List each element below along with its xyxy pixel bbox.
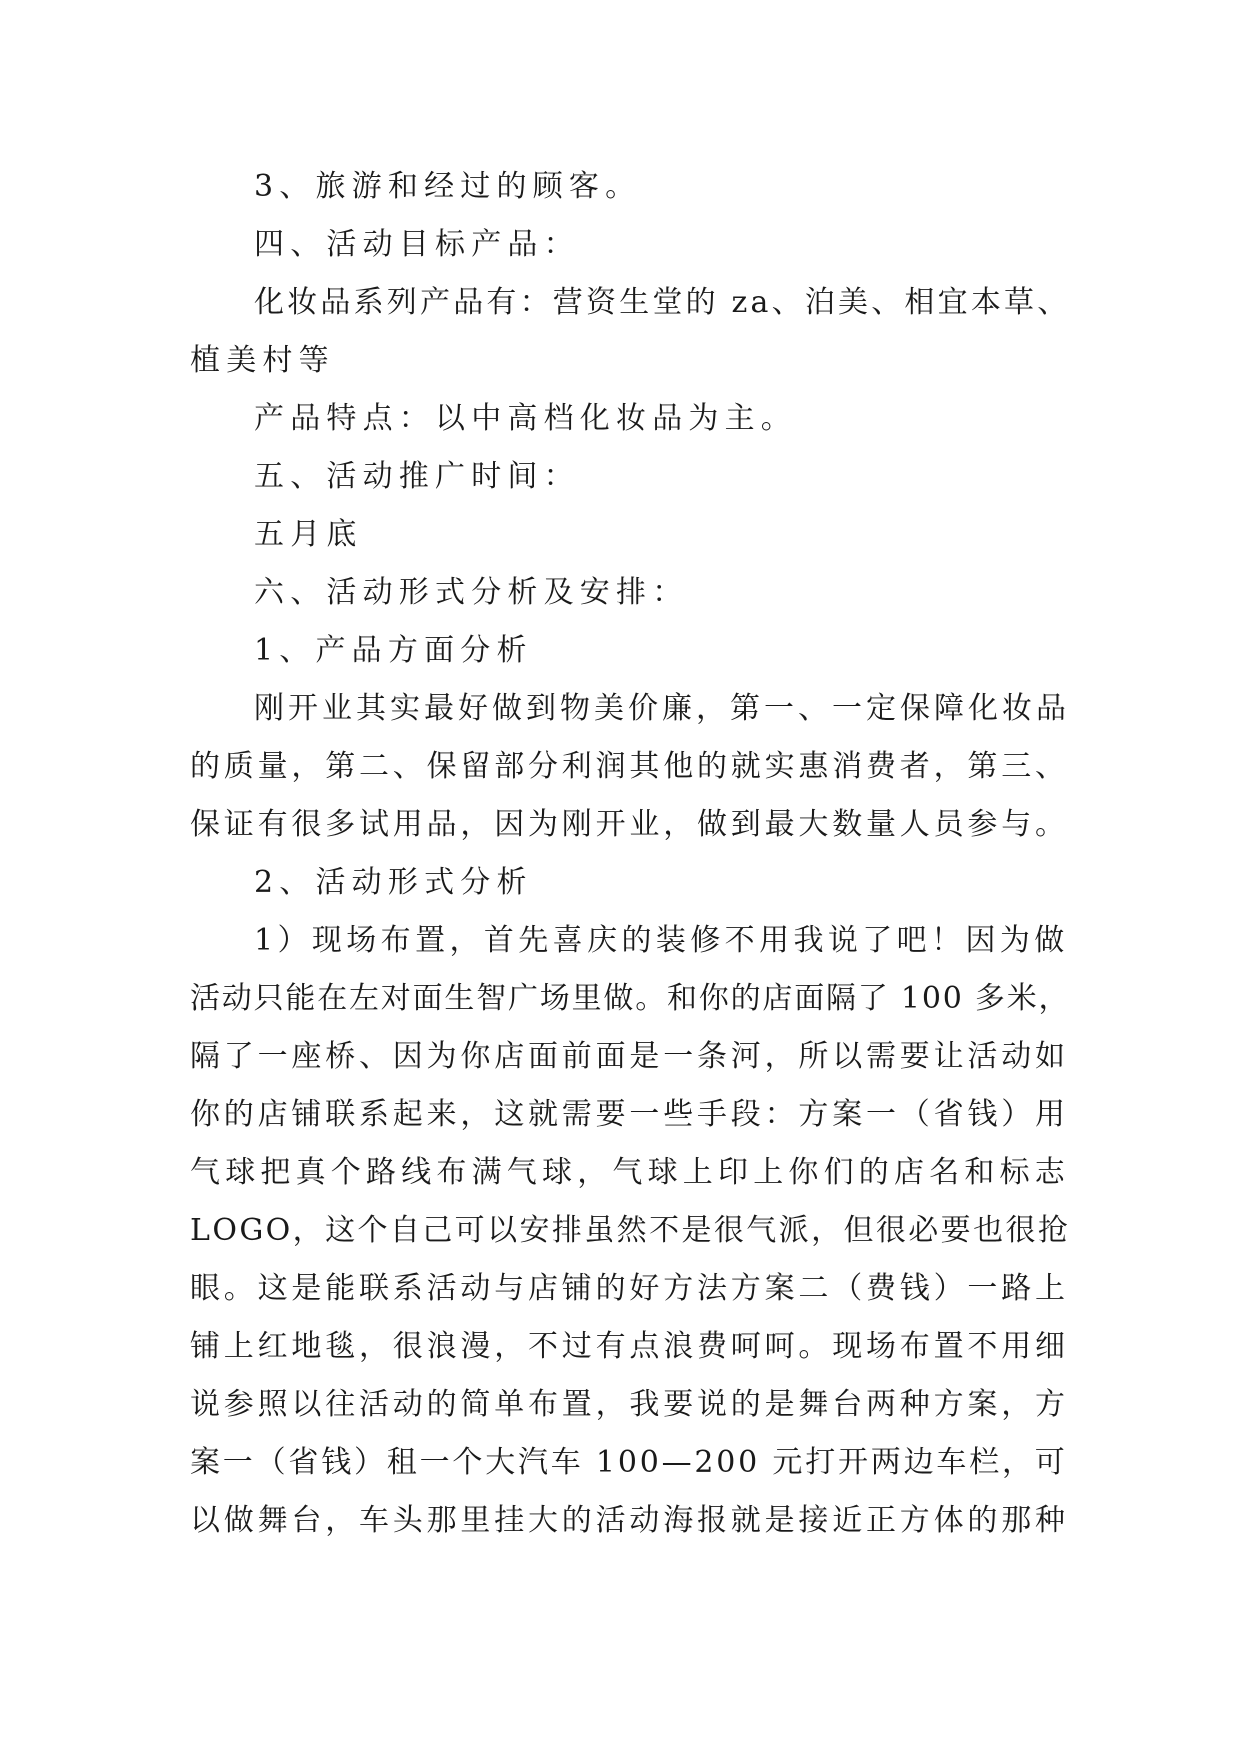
text-line: 1）现场布置，首先喜庆的装修不用我说了吧！因为做 <box>254 923 1069 958</box>
section-heading: 四、活动目标产品： <box>254 227 580 262</box>
text-line: 活动只能在左对面生智广场里做。和你的店面隔了 100 多米， <box>190 981 1071 1016</box>
text-line: 隔了一座桥、因为你店面前面是一条河，所以需要让活动如 <box>190 1039 1069 1074</box>
text-line: 你的店铺联系起来，这就需要一些手段：方案一（省钱）用 <box>190 1097 1069 1132</box>
text-line: 铺上红地毯，很浪漫，不过有点浪费呵呵。现场布置不用细 <box>190 1329 1069 1364</box>
text-line: 案一（省钱）租一个大汽车 100—200 元打开两边车栏，可 <box>190 1445 1068 1480</box>
text-line: 刚开业其实最好做到物美价廉，第一、一定保障化妆品 <box>254 691 1070 726</box>
text-line: 产品特点：以中高档化妆品为主。 <box>254 401 797 436</box>
text-line: 的质量，第二、保留部分利润其他的就实惠消费者，第三、 <box>190 749 1069 784</box>
text-line: LOGO，这个自己可以安排虽然不是很气派，但很必要也很抢 <box>190 1213 1071 1248</box>
text-line: 3、旅游和经过的顾客。 <box>254 169 642 204</box>
text-line: 眼。这是能联系活动与店铺的好方法方案二（费钱）一路上 <box>190 1271 1069 1306</box>
text-line: 五月底 <box>254 517 363 552</box>
subsection-heading: 1、产品方面分析 <box>254 633 533 668</box>
text-line: 说参照以往活动的简单布置，我要说的是舞台两种方案，方 <box>190 1387 1069 1422</box>
section-heading: 五、活动推广时间： <box>254 459 580 494</box>
text-line: 化妆品系列产品有：营资生堂的 za、泊美、相宜本草、 <box>254 285 1071 320</box>
text-line: 保证有很多试用品，因为刚开业，做到最大数量人员参与。 <box>190 807 1069 842</box>
section-heading: 六、活动形式分析及安排： <box>254 575 689 610</box>
text-line: 植美村等 <box>190 343 335 378</box>
document-body <box>190 158 1070 1550</box>
text-line: 气球把真个路线布满气球，气球上印上你们的店名和标志 <box>190 1155 1070 1190</box>
subsection-heading: 2、活动形式分析 <box>254 865 533 900</box>
text-line: 以做舞台，车头那里挂大的活动海报就是接近正方体的那种 <box>190 1503 1069 1538</box>
